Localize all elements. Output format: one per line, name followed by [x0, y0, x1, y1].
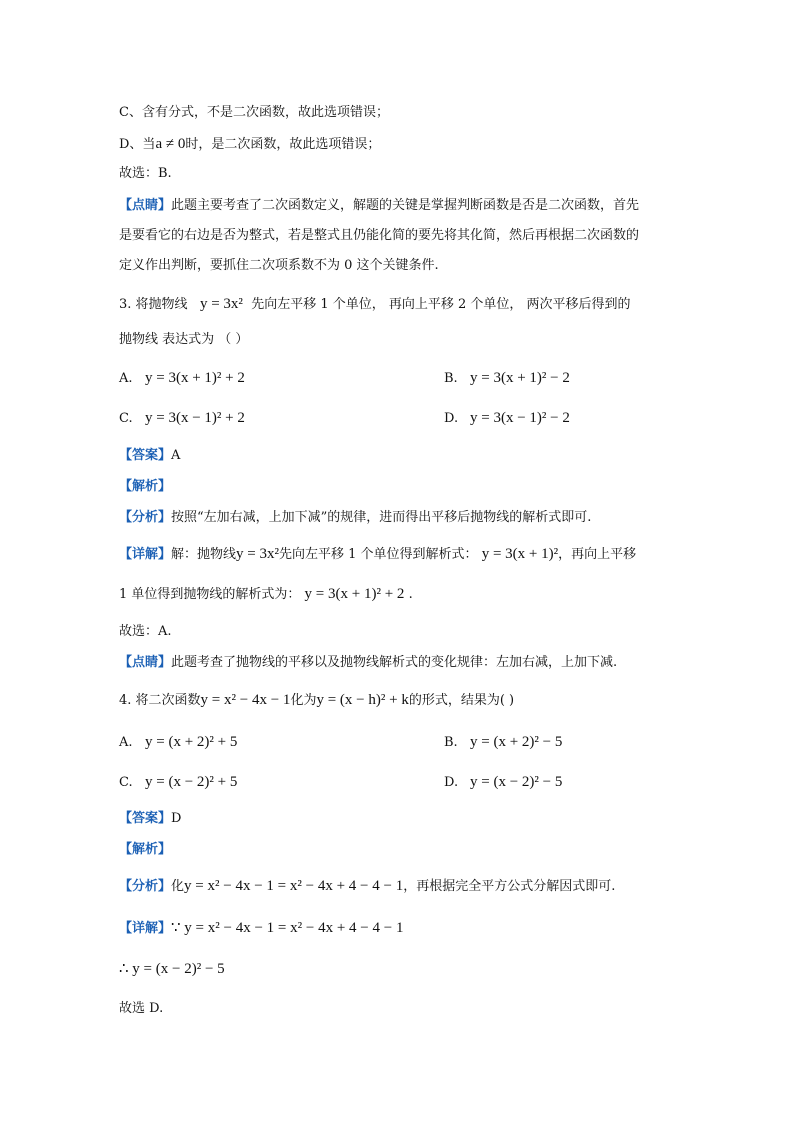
- q3-option-a: [119, 368, 245, 389]
- math-expr: y = x² − 4x − 1: [200, 692, 291, 708]
- answer-value: D: [171, 811, 182, 826]
- q3-stem-2: 抛物线 表达式为 （ ）: [119, 332, 249, 347]
- q3-choose: 故选：A.: [119, 624, 172, 639]
- math-expr: y = 3x²: [199, 296, 243, 312]
- text: D、当: [119, 137, 156, 152]
- q4-option-d: [444, 772, 562, 793]
- fenxi-tag: 【分析】: [119, 510, 172, 525]
- math-expr: y = (x − 2)² − 5: [470, 774, 563, 790]
- text: 4. 将二次函数: [119, 693, 201, 708]
- math-expr: y = 3(x − 1)² + 2: [145, 410, 245, 426]
- text: .: [408, 587, 413, 602]
- comment-tag: 【点睛】: [119, 198, 172, 213]
- q2-option-c-explanation: C、含有分式，不是二次函数，故此选项错误；: [119, 105, 389, 120]
- option-label: B.: [444, 371, 458, 386]
- text: 解：抛物线: [171, 547, 237, 562]
- q4-stem: [119, 690, 514, 711]
- q4-detail-1: [119, 918, 403, 939]
- analysis-tag: 【解析】: [119, 842, 172, 857]
- math-expr: ∵ y = x² − 4x − 1 = x² − 4x + 4 − 4 − 1: [171, 920, 404, 936]
- text: 先向左平移 1 个单位得到解析式：: [279, 547, 478, 562]
- comment-tag: 【点睛】: [119, 655, 172, 670]
- answer-tag: 【答案】: [119, 811, 172, 826]
- q3-detail-1: [119, 544, 636, 565]
- math-expr: y = 3(x + 1)² − 2: [470, 370, 570, 386]
- math-expr: ∴ y = (x − 2)² − 5: [119, 961, 225, 977]
- math-expr: y = 3(x + 1)² + 2: [145, 370, 245, 386]
- q4-answer: [119, 809, 181, 829]
- q2-comment-2: 是要看它的右边是否为整式，若是整式且仍能化简的要先将其化简，然后再根据二次函数的: [119, 228, 640, 243]
- q3-option-d: [444, 408, 570, 429]
- q4-option-c: [119, 772, 237, 793]
- option-label: D.: [444, 775, 459, 790]
- q4-analysis-heading: [119, 840, 171, 860]
- text: 化为: [290, 693, 317, 708]
- math-expr: y = (x + 2)² − 5: [470, 734, 563, 750]
- q2-comment-1: [119, 196, 639, 216]
- option-label: A.: [119, 735, 133, 750]
- q2-choose: 故选：B.: [119, 166, 172, 181]
- q3-comment: [119, 653, 617, 673]
- q3-stem-1: [119, 294, 631, 315]
- text: ，再根据完全平方公式分解因式即可.: [403, 879, 616, 894]
- q3-fenxi: [119, 508, 591, 528]
- text: 3. 将抛物线: [119, 297, 188, 312]
- text: ，再向上平移: [558, 547, 637, 562]
- q4-fenxi: [119, 876, 615, 897]
- q3-detail-2: [119, 584, 413, 605]
- answer-tag: 【答案】: [119, 448, 172, 463]
- detail-tag: 【详解】: [119, 547, 172, 562]
- q2-option-d-explanation: [119, 134, 380, 155]
- fenxi-tag: 【分析】: [119, 879, 172, 894]
- q4-option-b: [444, 732, 562, 753]
- option-label: C.: [119, 411, 133, 426]
- text: 先向左平移 1 个单位， 再向上平移 2 个单位， 两次平移后得到的: [251, 297, 631, 312]
- q2-comment-3: 定义作出判断，要抓住二次项系数不为 0 这个关键条件.: [119, 258, 439, 273]
- text: 按照“左加右减，上加下减”的规律，进而得出平移后抛物线的解析式即可.: [171, 510, 592, 525]
- math-expr: y = 3x²: [236, 546, 279, 562]
- q3-option-c: [119, 408, 245, 429]
- text: 此题考查了抛物线的平移以及抛物线解析式的变化规律：左加右减，上加下减.: [171, 655, 618, 670]
- text: 时，是二次函数，故此选项错误；: [185, 137, 381, 152]
- text: 的形式，结果为( ): [408, 693, 515, 708]
- math-expr: y = (x − 2)² + 5: [145, 774, 238, 790]
- q4-choose: 故选 D.: [119, 1001, 164, 1016]
- math-expr: y = 3(x + 1)²: [481, 546, 559, 562]
- q3-answer: [119, 446, 180, 466]
- option-label: B.: [444, 735, 458, 750]
- option-label: D.: [444, 411, 459, 426]
- q3-analysis-heading: [119, 477, 171, 497]
- q4-option-a: [119, 732, 237, 753]
- math-expr: y = 3(x + 1)² + 2: [304, 586, 405, 602]
- q3-option-b: [444, 368, 570, 389]
- option-label: C.: [119, 775, 133, 790]
- math-expr: y = x² − 4x − 1 = x² − 4x + 4 − 4 − 1: [184, 878, 404, 894]
- text: 此题主要考查了二次函数定义，解题的关键是掌握判断函数是否是二次函数，首先: [171, 198, 640, 213]
- option-label: A.: [119, 371, 133, 386]
- math-expr: y = (x − h)² + k: [316, 692, 409, 708]
- math-expr: y = 3(x − 1)² − 2: [470, 410, 570, 426]
- text: 化: [171, 879, 185, 894]
- math-expr: y = (x + 2)² + 5: [145, 734, 238, 750]
- detail-tag: 【详解】: [119, 921, 172, 936]
- answer-value: A: [171, 448, 181, 463]
- text: 1 单位得到抛物线的解析式为：: [119, 587, 301, 602]
- analysis-tag: 【解析】: [119, 479, 172, 494]
- q4-detail-2: [119, 959, 225, 980]
- math-expr: a ≠ 0: [155, 136, 186, 152]
